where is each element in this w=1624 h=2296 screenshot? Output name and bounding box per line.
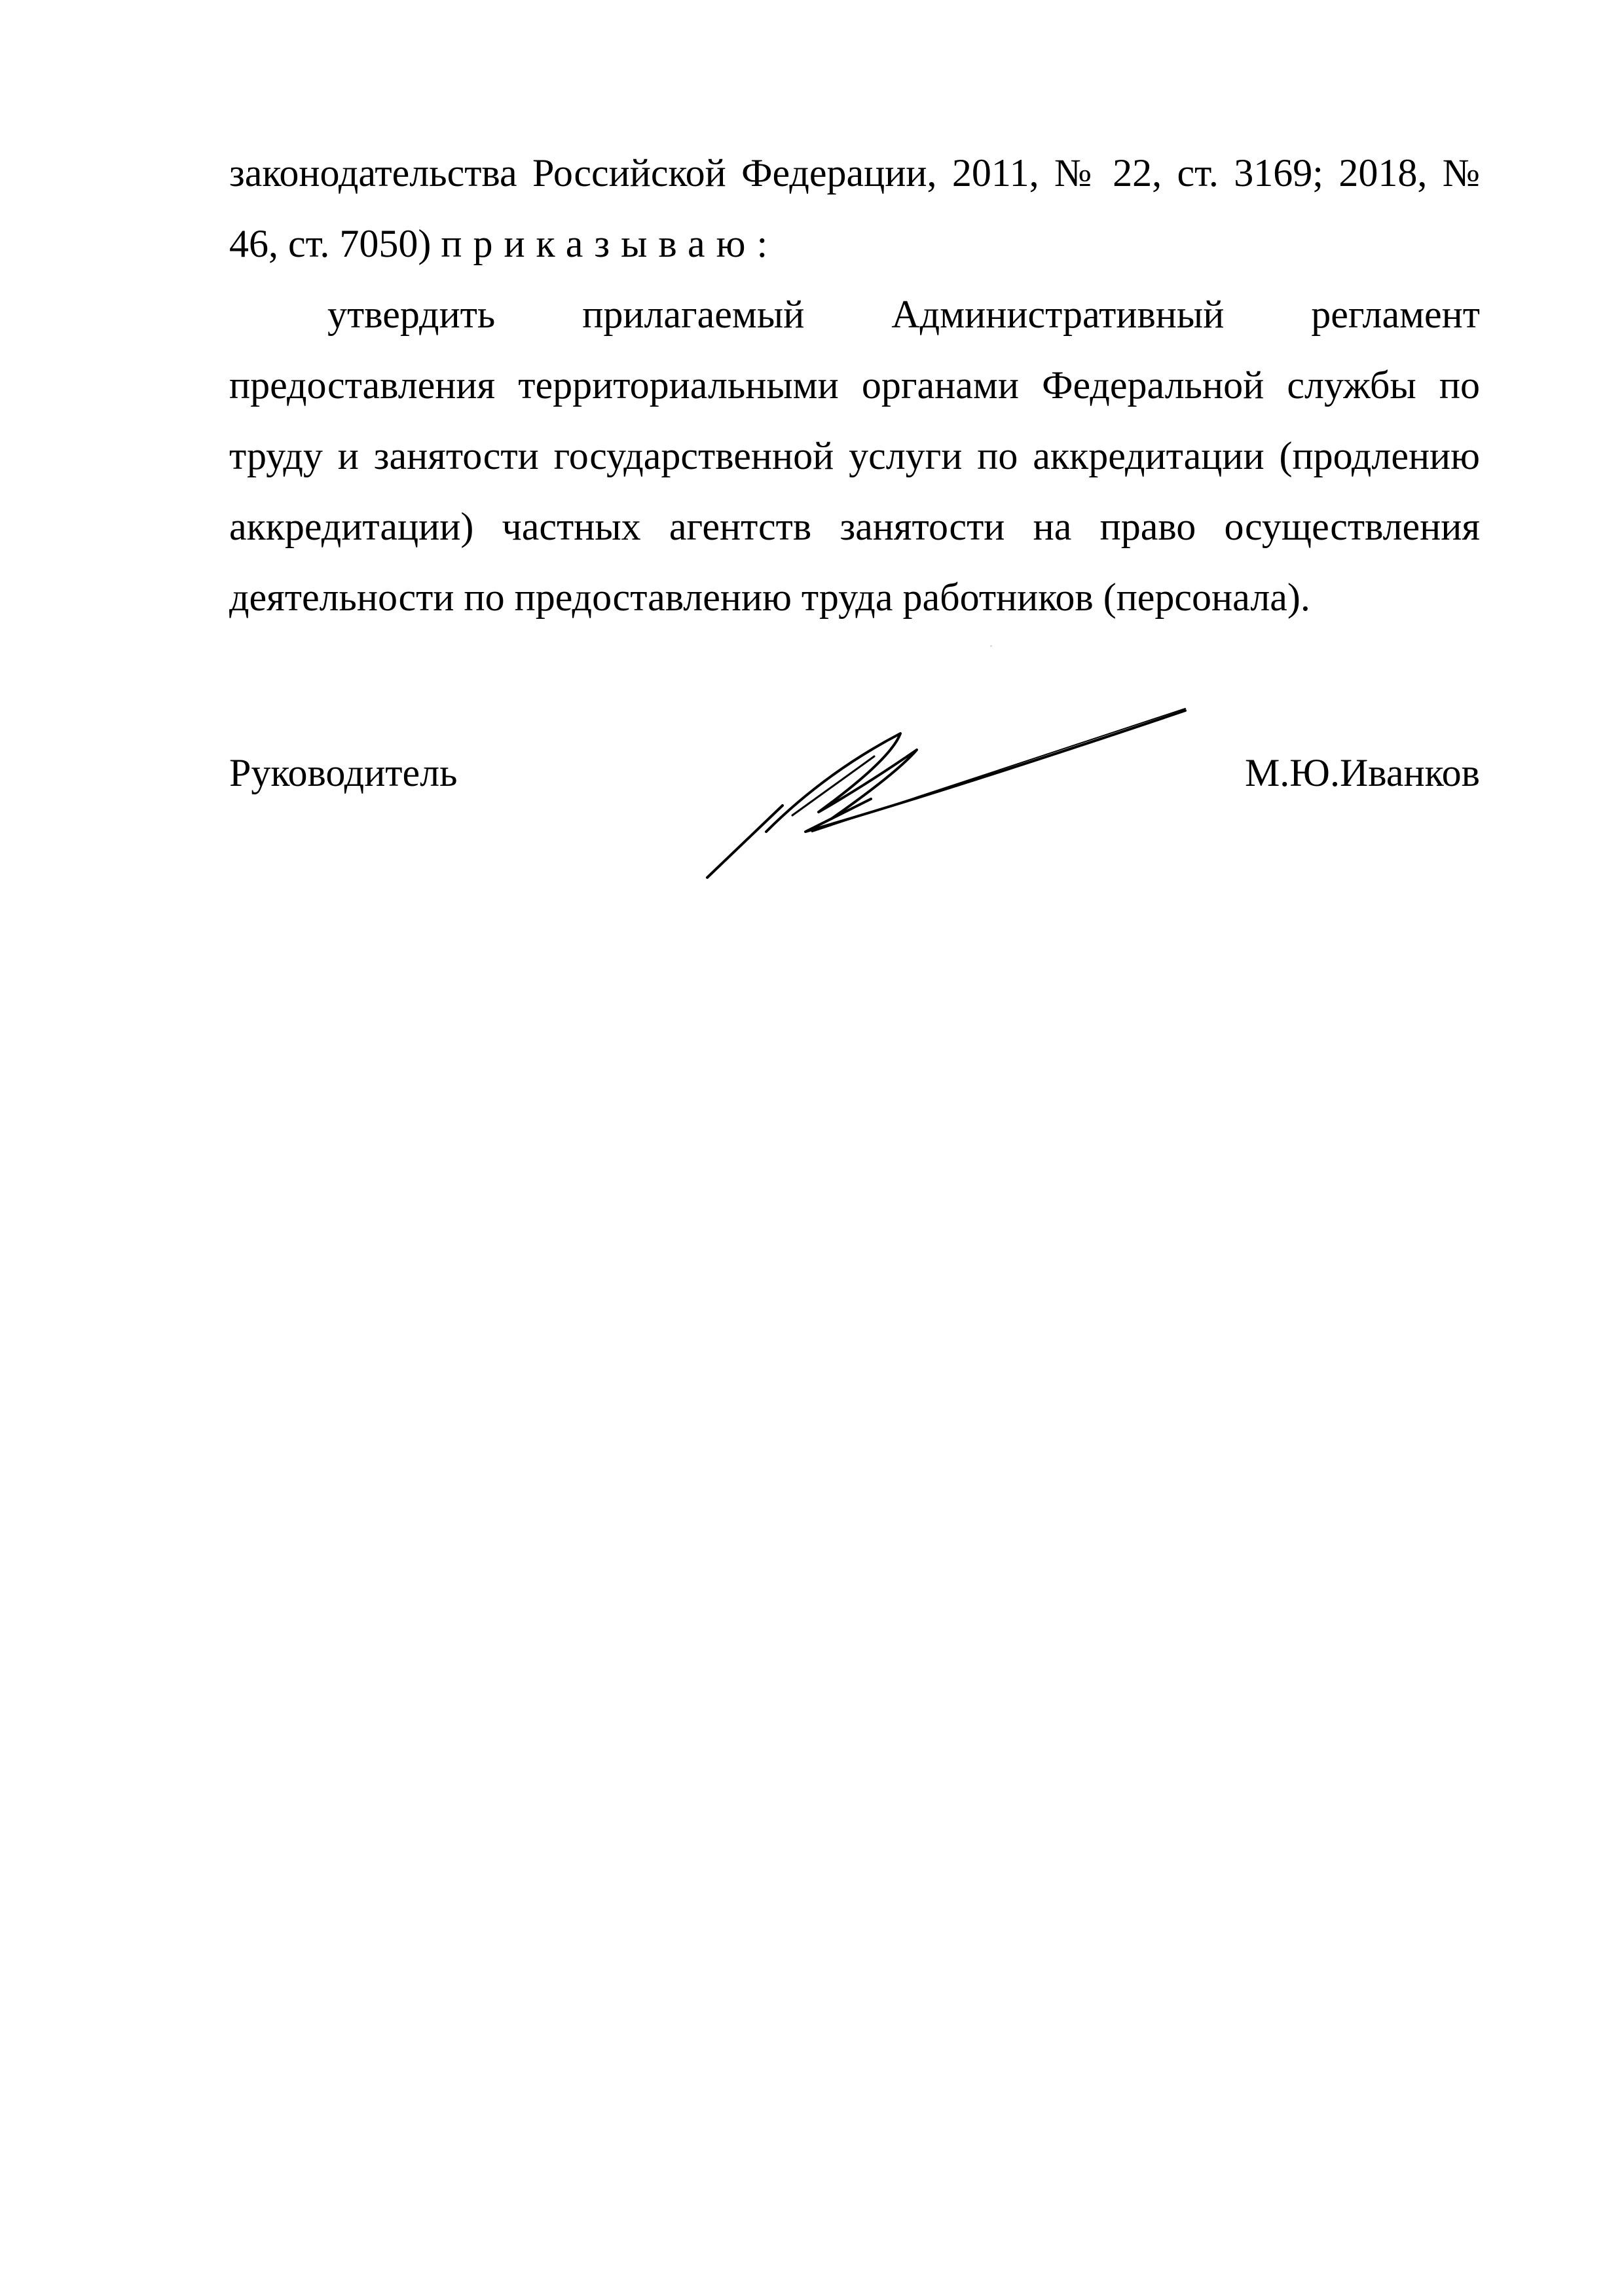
order-keyword: приказываю — [441, 222, 757, 265]
document-body — [229, 138, 1480, 633]
signatory-title: Руководитель — [229, 751, 458, 794]
order-keyword-colon: : — [756, 222, 768, 265]
handwritten-signature-icon — [701, 694, 1205, 891]
paragraph-approve-regulation: утвердить прилагаемый Административный регламент предоставления территориальными органами Федеральной службы по труду и занятости государственной услуги по аккредитации (продлению аккредитации) частных агентств занятости на право осуществления деятельности по предоставлению труда работников (персонала). — [229, 293, 1480, 619]
scan-speck — [990, 645, 992, 647]
paragraph-legal-reference — [229, 138, 1480, 279]
legal-reference-text: законодательства Российской Федерации, 2011, № 22, ст. 3169; 2018, № 46, ст. 7050) — [229, 151, 1480, 265]
signatory-name: М.Ю.Иванков — [1244, 751, 1480, 794]
